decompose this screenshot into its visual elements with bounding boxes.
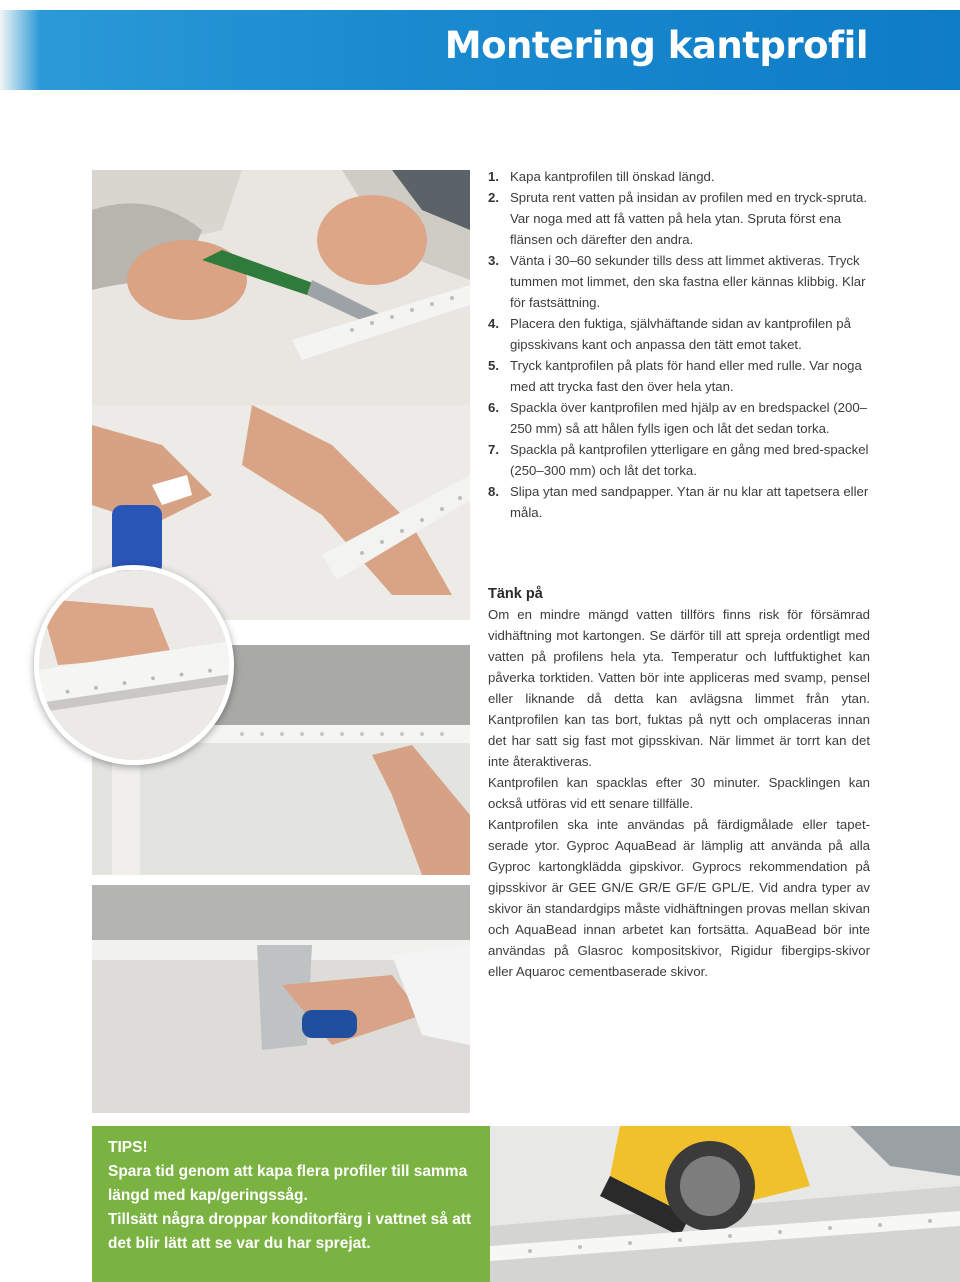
step-number: 2.: [488, 190, 499, 205]
step-text: Placera den fuktiga, självhäftande sidan av kantprofilen på gipsskivans kant och anpassa den tätt emot taket.: [510, 316, 851, 352]
tank-pa-paragraph: Kantprofilen ska inte användas på färdigmålade eller tapet-serade ytor. Gyproc AquaBead är lämplig att använda på alla Gyproc kartongklädda gipskivor. Gyprocs rekommendation på gipsskivor är GEE GN/E GR/E GF/E GPL/E. Vid andra typer av skivor än standardgips måste vidhäftningen provas mellan skivan och AquaBead innan arbetet kan fortsätta. AquaBead bör inte användas på Glasroc kompositskivor, Rigidur fibergips-skivor eller Aquaroc cementbaserade skivor.: [488, 817, 870, 979]
tank-pa-paragraph: Kantprofilen kan spacklas efter 30 minuter. Spacklingen kan också utföras vid ett senare tillfälle.: [488, 775, 870, 811]
steps-list: [488, 166, 870, 523]
step-item: [488, 355, 870, 397]
step-number: 7.: [488, 442, 499, 457]
tips-box: [108, 1136, 478, 1256]
photo-cutting-profile: [92, 170, 470, 405]
tips-title: TIPS!: [108, 1139, 148, 1156]
step-text: Tryck kantprofilen på plats för hand eller med rulle. Var noga med att trycka fast den över hela ytan.: [510, 358, 862, 394]
step-item: [488, 397, 870, 439]
step-text: Spruta rent vatten på insidan av profilen med en tryck-spruta. Var noga med att få vatten på hela ytan. Spruta först ena flänsen och därefter den andra.: [510, 190, 867, 247]
tips-line: Tillsätt några droppar konditorfärg i vattnet så att det blir lätt att se var du har sprejat.: [108, 1211, 472, 1252]
tank-pa-paragraph: Om en mindre mängd vatten tillförs finns risk för försämrad vidhäftning mot kartongen. Se därför till att spreja ordentligt med vatten på profilens hela yta. Temperatur och luftfuktighet kan påverka torktiden. Vatten bör inte appliceras med svamp, pensel eller liknande då detta kan avlägsna limmet från ytan. Kantprofilen kan tas bort, fuktas på nytt och omplaceras innan det har satt sig fast mot gipsskivan. När limmet är torrt kan det inte återaktiveras.: [488, 607, 870, 769]
step-text: Spackla på kantprofilen ytterligare en gång med bred-spackel (250–300 mm) och låt det torka.: [510, 442, 869, 478]
tank-pa-heading: Tänk på: [488, 586, 543, 602]
step-item: [488, 481, 870, 523]
step-item: [488, 313, 870, 355]
photo-inset-circle: [34, 565, 234, 765]
step-number: 8.: [488, 484, 499, 499]
step-number: 6.: [488, 400, 499, 415]
photo-spackling: [92, 885, 470, 1113]
tank-pa-section: [488, 584, 870, 982]
page-title: Montering kantprofil: [444, 24, 868, 67]
header-fade: [0, 10, 40, 90]
step-item: [488, 166, 870, 187]
tips-line: Spara tid genom att kapa flera profiler till samma längd med kap/geringssåg.: [108, 1163, 468, 1204]
step-number: 5.: [488, 358, 499, 373]
step-text: Vänta i 30–60 sekunder tills dess att limmet aktiveras. Tryck tummen mot limmet, den ska fastna eller kännas klibbig. Klar för fastsättning.: [510, 253, 866, 310]
photo-miter-saw: [490, 1126, 960, 1282]
step-number: 3.: [488, 253, 499, 268]
step-text: Kapa kantprofilen till önskad längd.: [510, 169, 715, 184]
step-item: [488, 187, 870, 250]
step-number: 4.: [488, 316, 499, 331]
step-number: 1.: [488, 169, 499, 184]
step-item: [488, 439, 870, 481]
step-text: Slipa ytan med sandpapper. Ytan är nu klar att tapetsera eller måla.: [510, 484, 869, 520]
step-item: [488, 250, 870, 313]
step-text: Spackla över kantprofilen med hjälp av en bredspackel (200–250 mm) så att hålen fylls igen och låt det sedan torka.: [510, 400, 868, 436]
